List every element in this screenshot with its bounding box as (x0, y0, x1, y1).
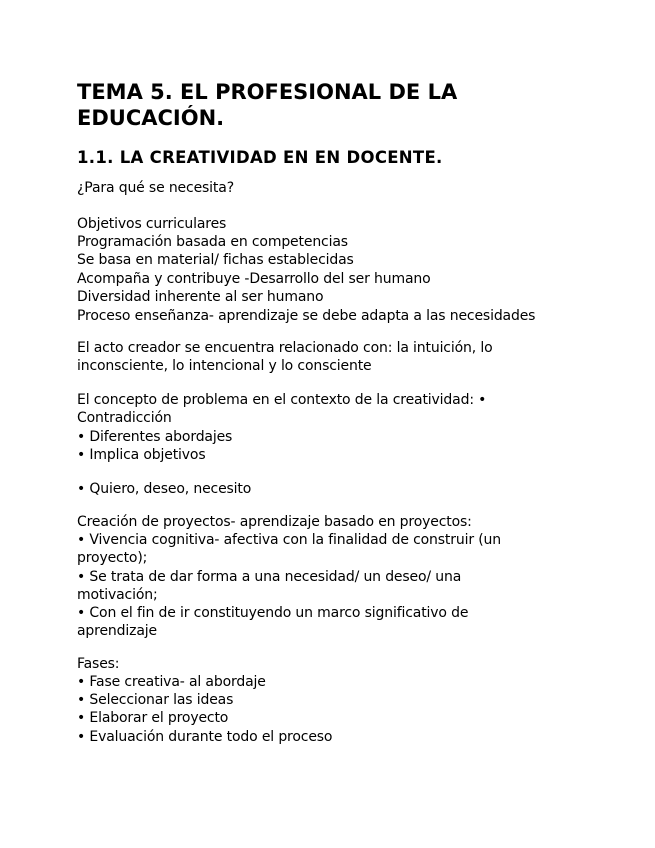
creative-act-line: inconsciente, lo intencional y lo consciente (77, 358, 372, 374)
problem-line: El concepto de problema en el contexto de la creatividad: • (77, 392, 487, 408)
problem-line: • Implica objetivos (77, 447, 206, 463)
problem-line: Contradicción (77, 410, 172, 426)
page-title-line-1: TEMA 5. EL PROFESIONAL DE LA (77, 80, 458, 104)
needs-line: Se basa en material/ fichas establecidas (77, 252, 354, 268)
phases-line: • Evaluación durante todo el proceso (77, 729, 333, 745)
projects-line: proyecto); (77, 550, 148, 566)
phases-line: • Fase creativa- al abordaje (77, 674, 266, 690)
want-line: • Quiero, deseo, necesito (77, 481, 252, 497)
projects-line: aprendizaje (77, 623, 157, 639)
projects-line: • Vivencia cognitiva- afectiva con la finalidad de construir (un (77, 532, 501, 548)
needs-line: Proceso enseñanza- aprendizaje se debe adapta a las necesidades (77, 308, 536, 324)
projects-line: • Con el fin de ir constituyendo un marco significativo de (77, 605, 469, 621)
question-text: ¿Para qué se necesita? (77, 180, 234, 196)
needs-line: Programación basada en competencias (77, 234, 348, 250)
section-heading: 1.1. LA CREATIVIDAD EN EN DOCENTE. (77, 148, 443, 167)
projects-line: • Se trata de dar forma a una necesidad/ un deseo/ una (77, 569, 462, 585)
projects-line: Creación de proyectos- aprendizaje basado en proyectos: (77, 514, 472, 530)
phases-line: • Seleccionar las ideas (77, 692, 234, 708)
needs-line: Acompaña y contribuye -Desarrollo del ser humano (77, 271, 431, 287)
creative-act-line: El acto creador se encuentra relacionado con: la intuición, lo (77, 340, 493, 356)
needs-line: Objetivos curriculares (77, 216, 227, 232)
phases-line: • Elaborar el proyecto (77, 710, 229, 726)
phases-line: Fases: (77, 656, 120, 672)
page-title-line-2: EDUCACIÓN. (77, 106, 225, 130)
problem-line: • Diferentes abordajes (77, 429, 233, 445)
needs-line: Diversidad inherente al ser humano (77, 289, 324, 305)
projects-line: motivación; (77, 587, 158, 603)
